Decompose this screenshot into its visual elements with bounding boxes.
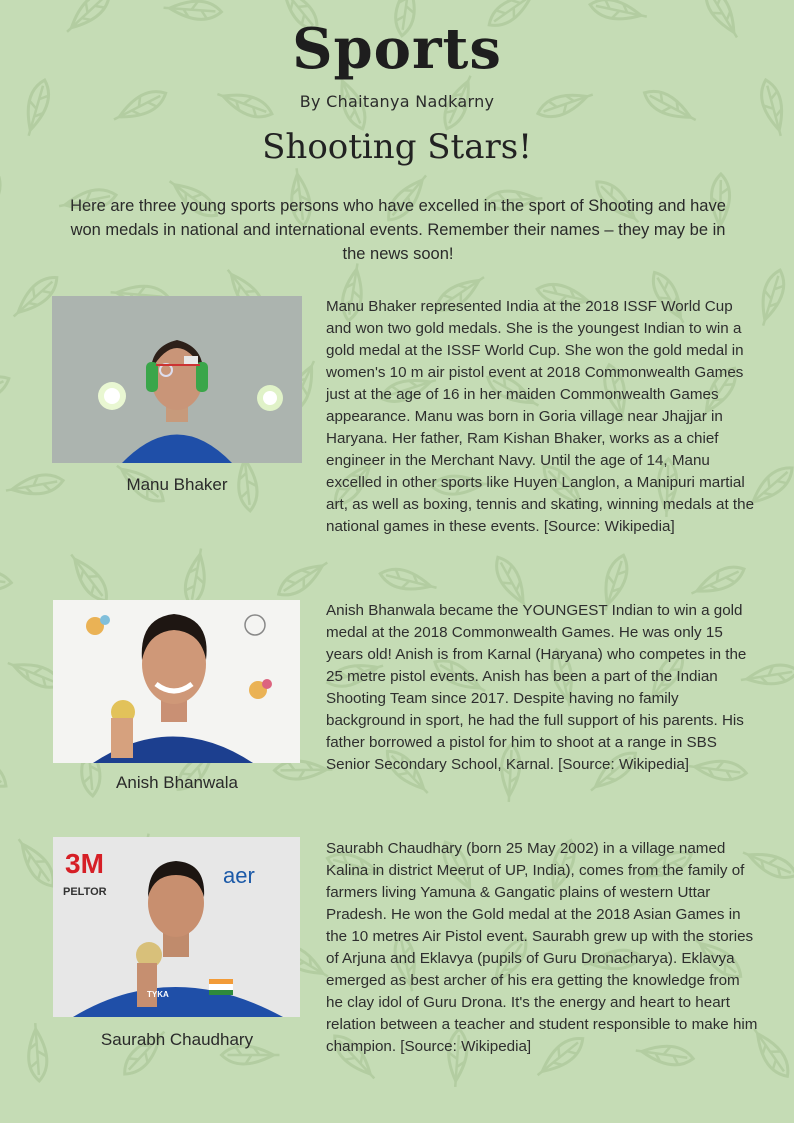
article-subtitle: Shooting Stars!	[262, 127, 532, 167]
athlete-name: Anish Bhanwala	[116, 773, 238, 792]
page-title: Sports	[292, 16, 502, 82]
backdrop-partial-text: aer	[223, 863, 255, 888]
backdrop-3m-text: 3M	[65, 848, 104, 879]
anish-bhanwala-photo	[53, 600, 300, 763]
author-byline: By Chaitanya Nadkarny	[299, 92, 495, 111]
manu-bhaker-photo	[52, 296, 302, 463]
athlete-bio: Saurabh Chaudhary (born 25 May 2002) in a village named Kalina in district Meerut of UP, India), comes from the family of farmers living Yamuna & Gangatic plains of western Uttar Pradesh. He won the Gold medal at the 2018 Asian Games in the 10 metres Air Pistol event. Saurabh grew up with the stories of Arjuna and Eklavya (pupils of Guru Dronacharya). Eklavya emerged as best archer of his era getting the knowledge from he clay idol of Guru Drona. It's the energy and heart to heart relation between a teacher and student responsible to make him champion. [Source: Wikipedia]	[326, 840, 758, 1055]
saurabh-chaudhary-photo	[53, 837, 300, 1017]
jersey-brand-text: TYKA	[147, 990, 169, 999]
backdrop-peltor-text: PELTOR	[63, 886, 107, 898]
athlete-name: Manu Bhaker	[126, 475, 228, 494]
athlete-bio: Manu Bhaker represented India at the 2018 ISSF World Cup and won two gold medals. She is the youngest Indian to win a gold medal at the ISSF World Cup. She won the gold medal in women's 10 m air pistol event at 2018 Commonwealth Games just at the age of 16 in her maiden Commonwealth Games appearance. Manu was born in Goria village near Jhajjar in Haryana. Her father, Ram Kishan Bhaker, works as a chief engineer in the Merchant Navy. Until the age of 14, Manu excelled in other sports like Huyen Langlon, a Manipuri martial art, as well as boxing, tennis and skating, winning medals at the national games in these events. [Source: Wikipedia]	[326, 298, 755, 535]
athlete-name: Saurabh Chaudhary	[100, 1030, 254, 1049]
intro-paragraph: Here are three young sports persons who have excelled in the sport of Shooting and have won medals in national and international events. Remember their names – they may be in the news soon!	[70, 197, 726, 263]
athlete-bio: Anish Bhanwala became the YOUNGEST Indian to win a gold medal at the 2018 Commonwealth Games. He was only 15 years old! Anish is from Karnal (Haryana) who competes in the 25 metre pistol events. Anish has been a part of the Indian Shooting Team since 2017. Despite having no family background in sport, he had the full support of his parents. His father borrowed a pistol for him to shoot at a range in SBS Senior Secondary School, Karnal. [Source: Wikipedia]	[326, 602, 747, 773]
